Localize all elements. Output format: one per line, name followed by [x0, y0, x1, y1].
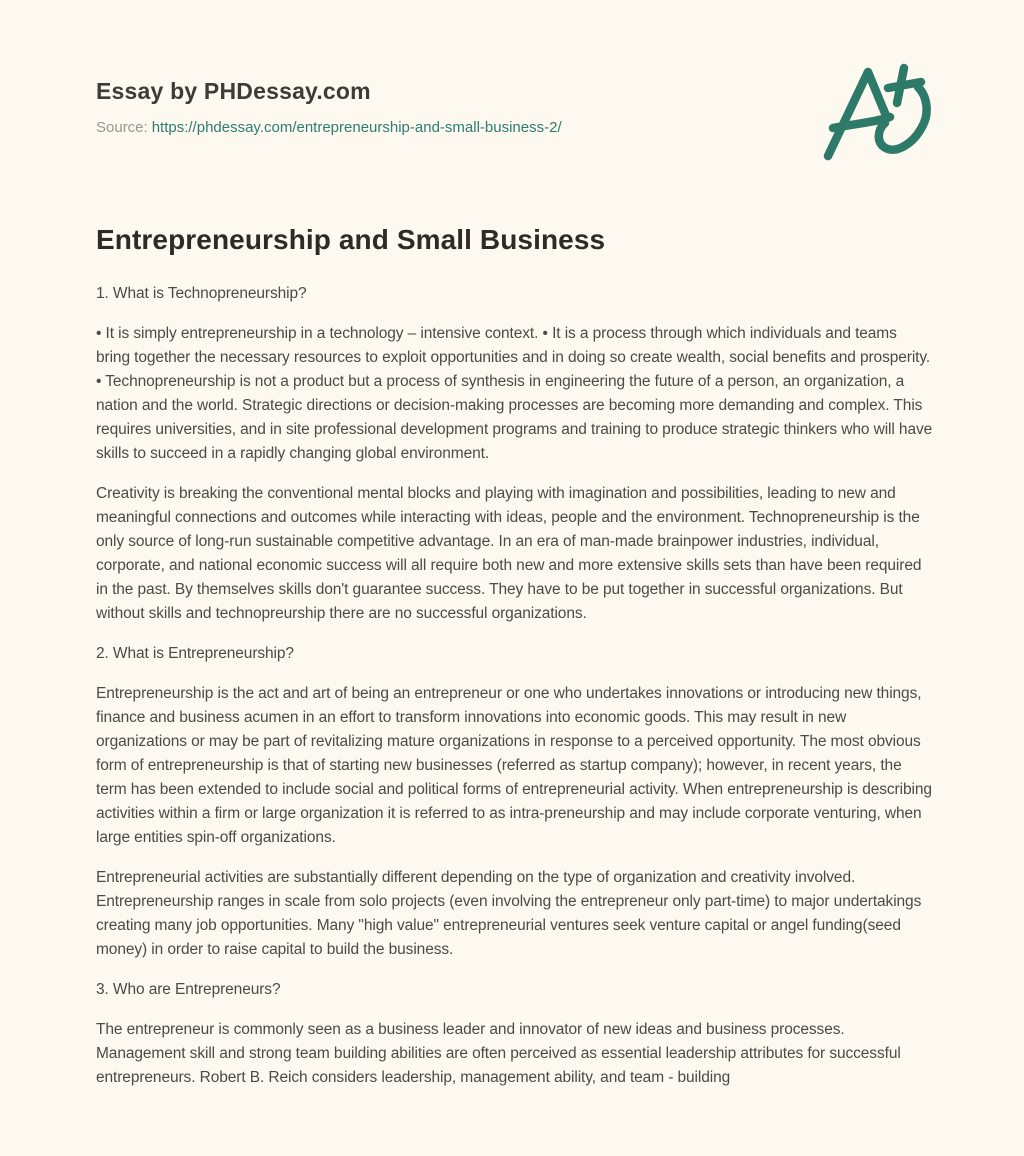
essay-body — [96, 282, 934, 1090]
paragraph: Entrepreneurship is the act and art of being an entrepreneur or one who undertakes innovations or introducing new things, finance and business acumen in an effort to transform innovations into economic goods. This may result in new organizations or may be part of revitalizing mature organizations in response to a perceived opportunity. The most obvious form of entrepreneurship is that of starting new businesses (referred as startup company); however, in recent years, the term has been extended to include social and political forms of entrepreneurial activity. When entrepreneurship is describing activities within a firm or large organization it is referred to as intra-preneurship and may include corporate venturing, when large entities spin-off organizations. — [96, 685, 932, 846]
a-plus-logo-icon — [810, 55, 950, 185]
paragraph: Entrepreneurial activities are substantially different depending on the type of organization and creativity involved. Entrepreneurship ranges in scale from solo projects (even involving the entrepreneur only part-time) to major undertakings creating many job opportunities. Many "high value" entrepreneurial ventures seek venture capital or angel funding(seed money) in order to raise capital to build the business. — [96, 869, 922, 958]
paragraph: • It is simply entrepreneurship in a technology – intensive context. • It is a process through which individuals and teams bring together the necessary resources to exploit opportunities and in doing so create wealth, social benefits and prosperity. • Technopreneurship is not a product but a process of synthesis in engineering the future of a person, an organization, a nation and the world. Strategic directions or decision-making processes are becoming more demanding and complex. This requires universities, and in site professional development programs and training to produce strategic thinkers who will have skills to succeed in a rapidly changing global environment. — [96, 325, 933, 462]
page-title: Entrepreneurship and Small Business — [96, 224, 606, 255]
source-label: Source: — [96, 119, 148, 136]
byline: Essay by PHDessay.com — [96, 78, 371, 104]
paragraph: The entrepreneur is commonly seen as a business leader and innovator of new ideas and business processes. Management skill and strong team building abilities are often perceived as essential leadership attributes for successful entrepreneurs. Robert B. Reich considers leadership, management ability, and team - building — [96, 1021, 901, 1086]
section-heading: 1. What is Technopreneurship? — [96, 285, 307, 302]
section-heading: 3. Who are Entrepreneurs? — [96, 981, 281, 998]
source-line — [96, 119, 930, 136]
section-heading: 2. What is Entrepreneurship? — [96, 645, 294, 662]
paragraph: Creativity is breaking the conventional mental blocks and playing with imagination and possibilities, leading to new and meaningful connections and outcomes while interacting with ideas, people and the environment. Technopreneurship is the only source of long-run sustainable competitive advantage. In an era of man-made brainpower industries, individual, corporate, and national economic success will all require both new and more extensive skills sets than have been required in the past. By themselves skills don't guarantee success. They have to be put together in successful organizations. But without skills and technopreurship there are no successful organizations. — [96, 485, 922, 622]
source-link[interactable]: https://phdessay.com/entrepreneurship-and-small-business-2/ — [151, 119, 562, 136]
